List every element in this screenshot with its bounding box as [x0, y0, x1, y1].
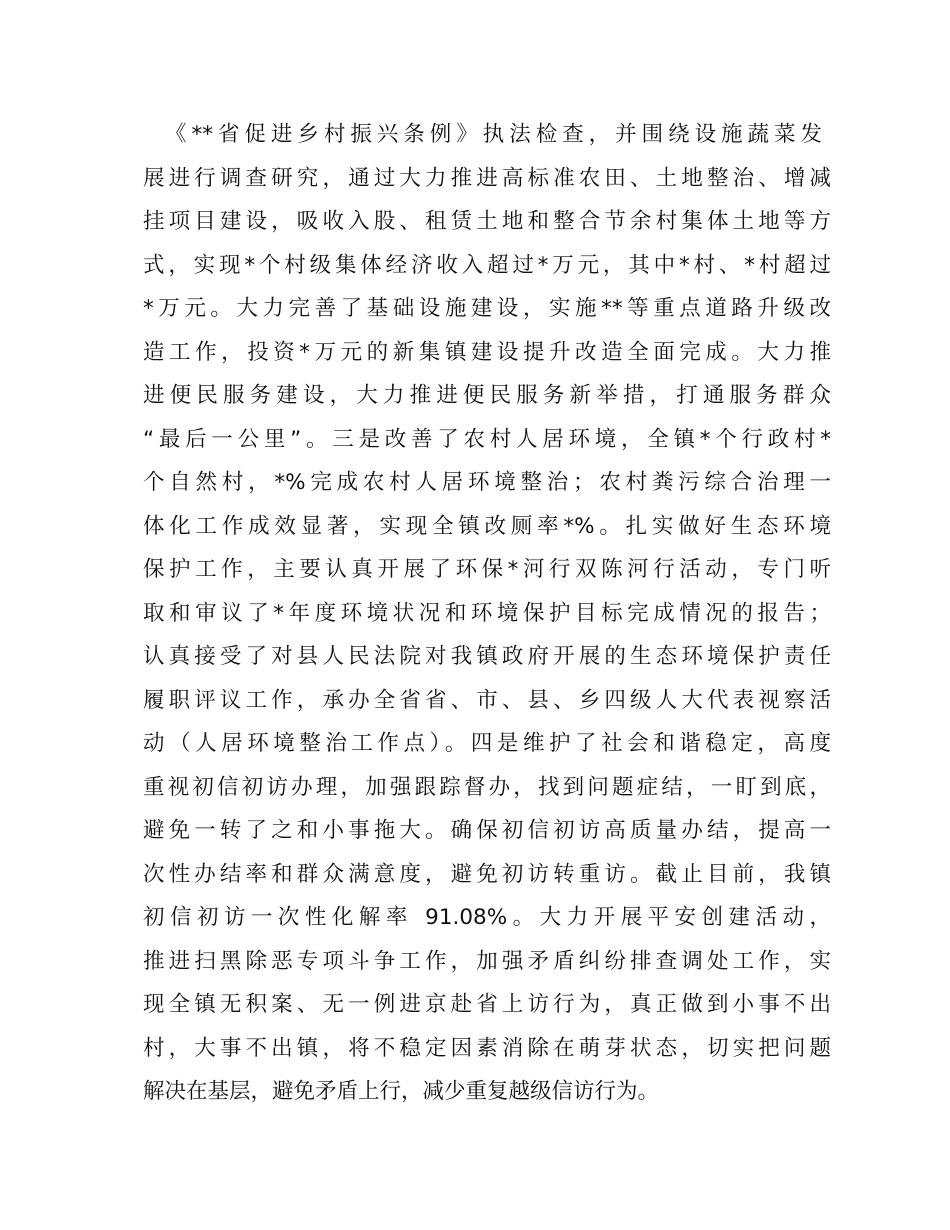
paragraph-line: 挂项目建设，吸收入股、租赁土地和整合节余村集体土地等方	[143, 209, 831, 234]
paragraph-line: 保护工作，主要认真开展了环保*河行双陈河行活动，专门听	[143, 557, 831, 582]
paragraph-line: 式，实现*个村级集体经济收入超过*万元，其中*村、*村超过	[143, 252, 831, 278]
paragraph-line: 履职评议工作，承办全省省、市、县、乡四级人大代表视察活	[143, 687, 831, 713]
paragraph-line: 初信初访一次性化解率 91.08%。大力开展平安创建活动，	[143, 905, 831, 930]
paragraph-line: 个自然村，*%完成农村人居环境整治；农村粪污综合治理一	[143, 470, 831, 495]
paragraph-line: 《**省促进乡村振兴条例》执法检查，并围绕设施蔬菜发	[165, 122, 822, 147]
paragraph-line: 解决在基层，避免矛盾上行，减少重复越级信访行为。	[143, 1079, 660, 1104]
paragraph-line: 次性办结率和群众满意度，避免初访转重访。截止目前，我镇	[143, 861, 831, 887]
paragraph-line: 进便民服务建设，大力推进便民服务新举措，打通服务群众	[143, 383, 831, 408]
paragraph-line: 现全镇无积案、无一例进京赴省上访行为，真正做到小事不出	[143, 992, 831, 1017]
paragraph-line: 避免一转了之和小事拖大。确保初信初访高质量办结，提高一	[143, 818, 831, 843]
paragraph-line: 认真接受了对县人民法院对我镇政府开展的生态环境保护责任	[143, 644, 831, 669]
paragraph-line: 取和审议了*年度环境状况和环境保护目标完成情况的报告；	[143, 600, 831, 626]
document-body	[143, 113, 831, 1114]
paragraph-line: 展进行调查研究，通过大力推进高标准农田、土地整治、增减	[143, 165, 831, 191]
paragraph-line: 造工作，投资*万元的新集镇建设提升改造全面完成。大力推	[143, 339, 831, 365]
paragraph-line: 推进扫黑除恶专项斗争工作，加强矛盾纠纷排查调处工作，实	[143, 948, 831, 974]
paragraph-line: 重视初信初访办理，加强跟踪督办，找到问题症结，一盯到底，	[143, 774, 831, 800]
paragraph-line: “最后一公里”。三是改善了农村人居环境，全镇*个行政村*	[143, 426, 831, 452]
paragraph-line: 村，大事不出镇，将不稳定因素消除在萌芽状态，切实把问题	[143, 1035, 831, 1061]
paragraph-line: *万元。大力完善了基础设施建设，实施**等重点道路升级改	[143, 296, 831, 321]
paragraph-line: 体化工作成效显著，实现全镇改厕率*%。扎实做好生态环境	[143, 513, 831, 539]
paragraph-line: 动（人居环境整治工作点）。四是维护了社会和谐稳定，高度	[143, 731, 831, 756]
